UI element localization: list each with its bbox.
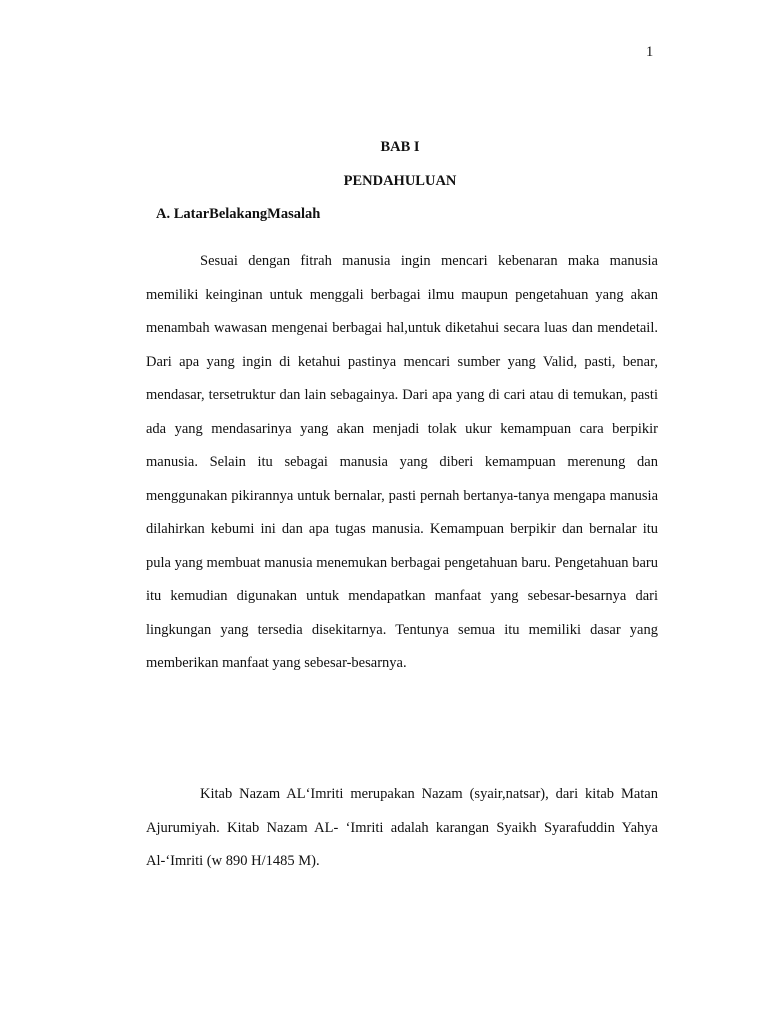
body-paragraph: Sesuai dengan fitrah manusia ingin mencari kebenaran maka manusia memiliki keinginan untuk menggali berbagai ilmu maupun pengetahuan yang akan menambah wawasan mengenai berbagai hal,untuk diketahui secara luas dan mendetail. Dari apa yang ingin di ketahui pastinya mencari sumber yang Valid, pasti, benar, mendasar, tersetruktur dan lain sebagainya. Dari apa yang di cari atau di temukan, pasti ada yang mendasarinya yang akan menjadi tolak ukur kemampuan cara berpikir manusia. Selain itu sebagai manusia yang diberi kemampuan merenung dan menggunakan pikirannya untuk bernalar, pasti pernah bertanya-tanya mengapa manusia dilahirkan kebumi ini dan apa tugas manusia. Kemampuan berpikir dan bernalar itu pula yang membuat manusia menemukan berbagai pengetahuan baru. Pengetahuan baru itu kemudian digunakan untuk mendapatkan manfaat yang sebesar-besarnya dari lingkungan yang tersedia disekitarnya. Tentunya semua itu memiliki dasar yang memberikan manfaat yang sebesar-besarnya. bbox=[146, 253, 658, 671]
body-paragraph: Kitab Nazam AL‘Imriti merupakan Nazam (syair,natsar), dari kitab Matan Ajurumiyah. Kitab Nazam AL- ‘Imriti adalah karangan Syaikh Syarafuddin Yahya Al-‘Imriti (w 890 H/1485 M). bbox=[146, 786, 658, 869]
chapter-title: PENDAHULUAN bbox=[343, 173, 457, 189]
page-number: 1 bbox=[646, 44, 654, 60]
section-heading: A. LatarBelakangMasalah bbox=[156, 206, 321, 222]
chapter-label: BAB I bbox=[380, 139, 420, 155]
